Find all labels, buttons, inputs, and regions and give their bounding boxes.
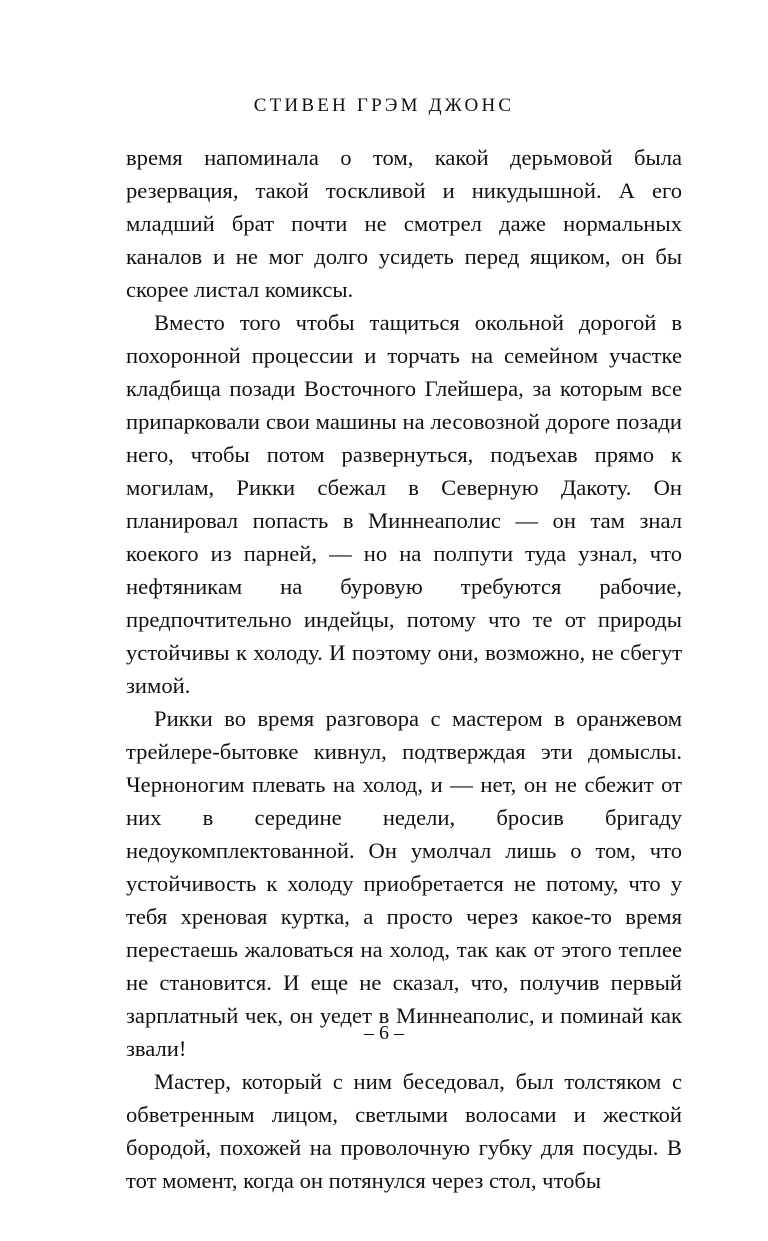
running-head: СТИВЕН ГРЭМ ДЖОНС xyxy=(253,95,515,116)
paragraph-2: Вместо того чтобы тащиться окольной дорогой в похоронной процессии и торчать на семейном участке кладбища позади Восточного Глейшера, за которым все припарковали свои машины на лесовозной дороге позади него, чтобы потом развернуться, подъехав прямо к могилам, Рикки сбежал в Северную Дакоту. Он планировал попасть в Миннеаполис — он там знал коекого из парней, — но на полпути туда узнал, что нефтяникам на буровую требуются рабочие, предпочтительно индейцы, потому что те от природы устойчивы к холоду. И поэтому они, возможно, не сбегут зимой. xyxy=(126,310,682,698)
paragraph-1: время напоминала о том, какой дерьмовой была резервация, такой тоскливой и никудышной. А его младший брат почти не смотрел даже нормальных каналов и не мог долго усидеть перед ящиком, он бы скорее листал комиксы. xyxy=(126,145,682,302)
paragraph-4: Мастер, который с ним беседовал, был толстяком с обветренным лицом, светлыми волосами и жесткой бородой, похожей на проволочную губку для посуды. В тот момент, когда он потянулся через стол, чтобы xyxy=(126,1069,682,1193)
page-number: – 6 – xyxy=(364,1022,404,1044)
paragraph-3: Рикки во время разговора с мастером в оранжевом трейлере-бытовке кивнул, подтверждая эти домыслы. Черноногим плевать на холод, и — нет, он не сбежит от них в середине недели, бросив бригаду недоукомплектованной. Он умолчал лишь о том, что устойчивость к холоду приобретается не потому, что у тебя хреновая куртка, а просто через какое-то время перестаешь жаловаться на холод, так как от этого теплее не становится. И еще не сказал, что, получив первый зарплатный чек, он уедет в Миннеаполис, и поминай как звали! xyxy=(126,706,682,1061)
